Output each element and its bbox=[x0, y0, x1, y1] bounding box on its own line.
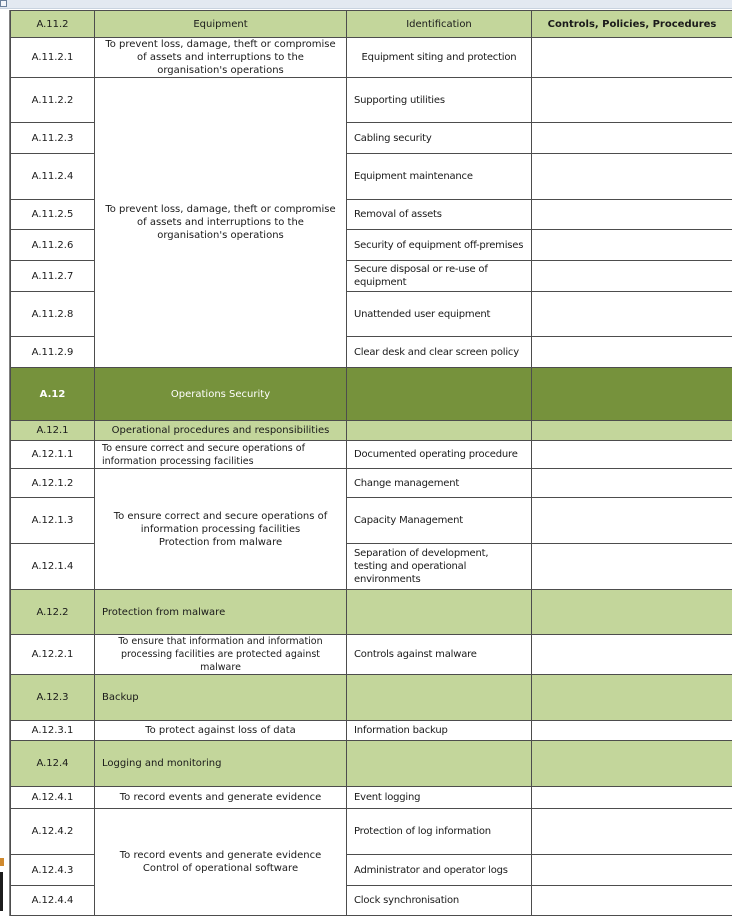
control-name: Supporting utilities bbox=[347, 78, 532, 123]
control-name: Administrator and operator logs bbox=[347, 855, 532, 886]
section-blank bbox=[532, 421, 732, 441]
control-id: A.12.4.4 bbox=[11, 886, 95, 916]
policy-cell[interactable] bbox=[532, 498, 732, 544]
policy-cell[interactable] bbox=[532, 544, 732, 590]
control-name: Removal of assets bbox=[347, 200, 532, 230]
controls-table bbox=[10, 10, 732, 916]
control-id: A.12.1.4 bbox=[11, 544, 95, 590]
objective-cell: To ensure correct and secure operations of information processing facilities bbox=[95, 441, 347, 469]
control-id: A.11.2.6 bbox=[11, 230, 95, 261]
policy-cell[interactable] bbox=[532, 200, 732, 230]
control-name: Equipment siting and protection bbox=[347, 38, 532, 78]
control-id: A.12.1.2 bbox=[11, 469, 95, 498]
control-name: Separation of development, testing and operational environments bbox=[347, 544, 532, 590]
table-row bbox=[11, 809, 732, 855]
window-top-bar bbox=[0, 0, 732, 9]
policy-cell[interactable] bbox=[532, 721, 732, 741]
section-row bbox=[11, 421, 732, 441]
objective-line: Control of operational software bbox=[102, 862, 339, 875]
control-name: Documented operating procedure bbox=[347, 441, 532, 469]
objective-merged-cell bbox=[95, 469, 347, 590]
section-id: A.12.2 bbox=[11, 590, 95, 635]
control-name: Information backup bbox=[347, 721, 532, 741]
control-id: A.12.4.3 bbox=[11, 855, 95, 886]
control-id: A.11.2.4 bbox=[11, 154, 95, 200]
section-blank bbox=[347, 590, 532, 635]
table-row bbox=[11, 441, 732, 469]
policy-cell[interactable] bbox=[532, 292, 732, 337]
policy-cell[interactable] bbox=[532, 38, 732, 78]
section-title: Protection from malware bbox=[95, 590, 347, 635]
policy-cell[interactable] bbox=[532, 787, 732, 809]
policy-cell[interactable] bbox=[532, 123, 732, 154]
table-header-row bbox=[11, 11, 732, 38]
control-id: A.11.2.7 bbox=[11, 261, 95, 292]
control-id: A.11.2.5 bbox=[11, 200, 95, 230]
policy-cell[interactable] bbox=[532, 78, 732, 123]
section-blank bbox=[532, 590, 732, 635]
table-row bbox=[11, 721, 732, 741]
objective-line: Protection from malware bbox=[102, 536, 339, 549]
control-name: Change management bbox=[347, 469, 532, 498]
section-row bbox=[11, 590, 732, 635]
control-name: Secure disposal or re-use of equipment bbox=[347, 261, 532, 292]
section-id: A.12.4 bbox=[11, 741, 95, 787]
header-section-title: Equipment bbox=[95, 11, 347, 38]
window-corner-icon bbox=[0, 0, 7, 7]
control-id: A.12.2.1 bbox=[11, 635, 95, 675]
objective-merged-cell bbox=[95, 809, 347, 916]
control-id: A.12.3.1 bbox=[11, 721, 95, 741]
control-id: A.12.4.1 bbox=[11, 787, 95, 809]
policy-cell[interactable] bbox=[532, 441, 732, 469]
section-title: Backup bbox=[95, 675, 347, 721]
policy-cell[interactable] bbox=[532, 886, 732, 916]
control-id: A.11.2.8 bbox=[11, 292, 95, 337]
policy-cell[interactable] bbox=[532, 809, 732, 855]
header-control-id: A.11.2 bbox=[11, 11, 95, 38]
header-controls-policies: Controls, Policies, Procedures bbox=[532, 11, 732, 38]
section-title: Operational procedures and responsibilities bbox=[95, 421, 347, 441]
control-id: A.11.2.9 bbox=[11, 337, 95, 368]
control-name: Protection of log information bbox=[347, 809, 532, 855]
left-edge-marker bbox=[0, 858, 4, 866]
section-id: A.12.3 bbox=[11, 675, 95, 721]
control-id: A.11.2.3 bbox=[11, 123, 95, 154]
major-section-title: Operations Security bbox=[95, 368, 347, 421]
table-row bbox=[11, 635, 732, 675]
control-name: Controls against malware bbox=[347, 635, 532, 675]
control-name: Clear desk and clear screen policy bbox=[347, 337, 532, 368]
section-blank bbox=[532, 675, 732, 721]
objective-cell: To ensure that information and information processing facilities are protected against malware bbox=[95, 635, 347, 675]
control-name: Capacity Management bbox=[347, 498, 532, 544]
control-name: Event logging bbox=[347, 787, 532, 809]
objective-line: To record events and generate evidence bbox=[102, 849, 339, 862]
section-blank bbox=[347, 741, 532, 787]
policy-cell[interactable] bbox=[532, 337, 732, 368]
objective-cell: To protect against loss of data bbox=[95, 721, 347, 741]
section-title: Logging and monitoring bbox=[95, 741, 347, 787]
section-row bbox=[11, 741, 732, 787]
table-row bbox=[11, 469, 732, 498]
table-row bbox=[11, 787, 732, 809]
control-name: Cabling security bbox=[347, 123, 532, 154]
major-section-blank bbox=[532, 368, 732, 421]
major-section-row bbox=[11, 368, 732, 421]
section-blank bbox=[532, 741, 732, 787]
control-name: Security of equipment off-premises bbox=[347, 230, 532, 261]
policy-cell[interactable] bbox=[532, 261, 732, 292]
header-identification: Identification bbox=[347, 11, 532, 38]
objective-merged-cell: To prevent loss, damage, theft or compromise of assets and interruptions to the organisation's operations bbox=[95, 78, 347, 368]
policy-cell[interactable] bbox=[532, 154, 732, 200]
objective-line: To ensure correct and secure operations of information processing facilities bbox=[102, 510, 339, 536]
policy-cell[interactable] bbox=[532, 469, 732, 498]
controls-sheet bbox=[9, 10, 732, 916]
control-id: A.12.4.2 bbox=[11, 809, 95, 855]
control-id: A.12.1.1 bbox=[11, 441, 95, 469]
objective-cell: To prevent loss, damage, theft or compromise of assets and interruptions to the organisation's operations bbox=[95, 38, 347, 78]
table-row bbox=[11, 78, 732, 123]
section-row bbox=[11, 675, 732, 721]
table-row bbox=[11, 38, 732, 78]
major-section-blank bbox=[347, 368, 532, 421]
section-blank bbox=[347, 421, 532, 441]
control-id: A.12.1.3 bbox=[11, 498, 95, 544]
control-id: A.11.2.1 bbox=[11, 38, 95, 78]
left-edge-bar bbox=[0, 872, 3, 911]
major-section-id: A.12 bbox=[11, 368, 95, 421]
policy-cell[interactable] bbox=[532, 855, 732, 886]
policy-cell[interactable] bbox=[532, 230, 732, 261]
control-id: A.11.2.2 bbox=[11, 78, 95, 123]
section-blank bbox=[347, 675, 532, 721]
section-id: A.12.1 bbox=[11, 421, 95, 441]
control-name: Clock synchronisation bbox=[347, 886, 532, 916]
control-name: Equipment maintenance bbox=[347, 154, 532, 200]
control-name: Unattended user equipment bbox=[347, 292, 532, 337]
policy-cell[interactable] bbox=[532, 635, 732, 675]
objective-cell: To record events and generate evidence bbox=[95, 787, 347, 809]
